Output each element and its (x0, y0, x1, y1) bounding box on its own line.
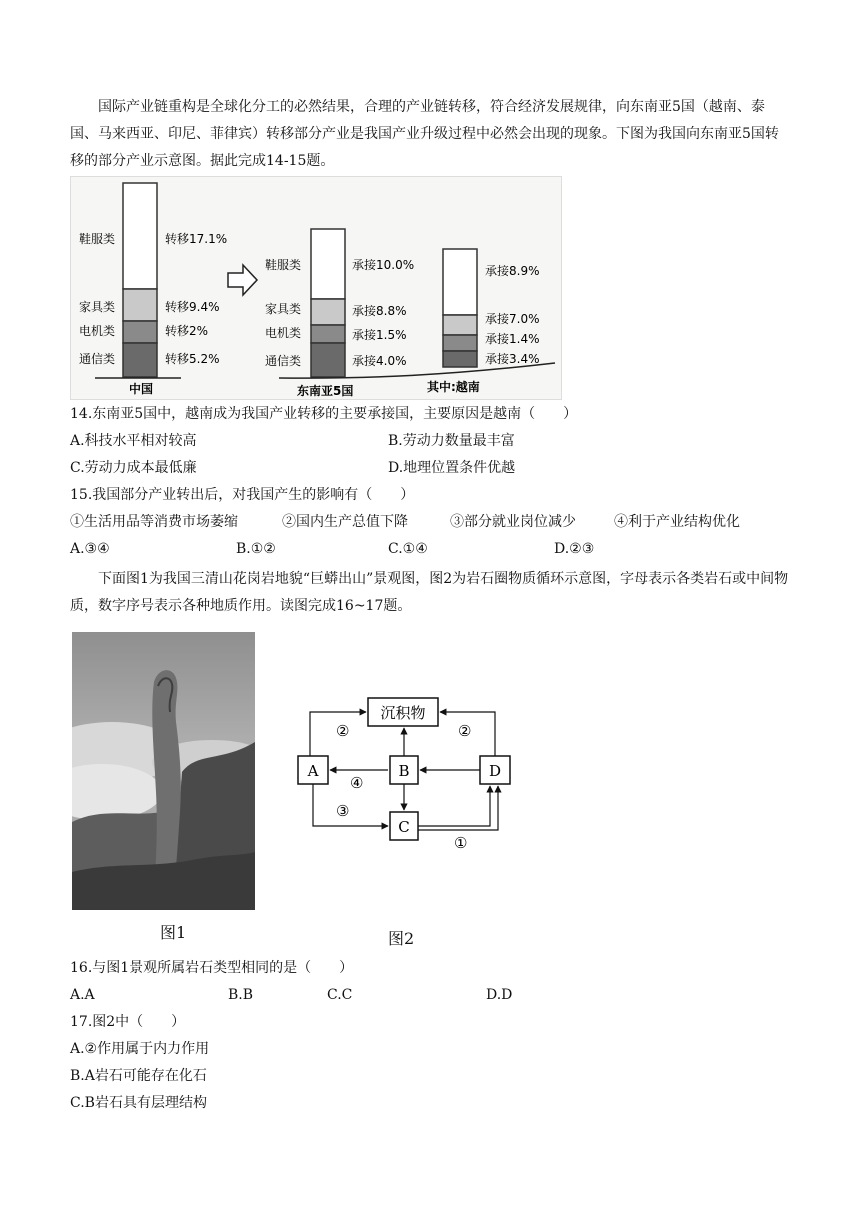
vietnam-val-telecom: 承接3.4% (485, 352, 540, 366)
process-4: ④ (350, 774, 364, 792)
process-3: ③ (336, 802, 350, 820)
q16-option-d: D.D (486, 987, 513, 1003)
china-val-motor: 转移2% (165, 324, 209, 338)
q17-option-c: C.B岩石具有层理结构 (70, 1095, 207, 1111)
box-d-label: D (488, 762, 502, 780)
sea-label: 东南亚5国 (297, 384, 354, 398)
q15-statement-1: ①生活用品等消费市场萎缩 (70, 514, 238, 530)
q15-stem: 15.我国部分产业转出后，对我国产生的影响有（ ） (70, 487, 415, 503)
q15-option-b: B.①② (236, 541, 276, 557)
industry-transfer-figure (70, 176, 562, 400)
china-val-telecom: 转移5.2% (165, 352, 220, 366)
sea-cat-furniture: 家具类 (265, 302, 302, 316)
q16-stem: 16.与图1景观所属岩石类型相同的是（ ） (70, 960, 354, 976)
q15-statement-4: ④利于产业结构优化 (614, 514, 740, 530)
figure-2-caption: 图2 (388, 929, 415, 948)
q16-option-c: C.C (327, 987, 353, 1003)
china-val-shoes: 转移17.1% (165, 232, 228, 246)
china-cat-shoes: 鞋服类 (79, 232, 116, 246)
sediment-label: 沉积物 (380, 704, 426, 722)
granite-landscape-photo (72, 632, 255, 910)
china-val-furniture: 转移9.4% (165, 300, 220, 314)
china-cat-furniture: 家具类 (79, 300, 116, 314)
sea-cat-motor: 电机类 (265, 326, 302, 340)
q14-stem: 14.东南亚5国中，越南成为我国产业转移的主要承接国，主要原因是越南（ ） (70, 406, 578, 422)
box-a-label: A (307, 762, 319, 780)
q14-option-d: D.地理位置条件优越 (388, 460, 516, 476)
q15-option-a: A.③④ (70, 541, 110, 557)
sea-val-furniture: 承接8.8% (352, 304, 407, 318)
china-bar (123, 183, 157, 377)
q14-option-c: C.劳动力成本最低廉 (70, 460, 197, 476)
sea-cat-shoes: 鞋服类 (265, 258, 302, 272)
box-b-label: B (398, 762, 410, 780)
q16-option-b: B.B (228, 987, 254, 1003)
intro-paragraph-1: 国际产业链重构是全球化分工的必然结果，合理的产业链转移，符合经济发展规律，向东南亚5国（越南、泰国、马来西亚、印尼、菲律宾）转移部分产业是我国产业升级过程中必然会出现的现象。下图为我国向东南亚5国转移的部分产业示意图。据此完成14-15题。 (70, 99, 779, 169)
process-1: ① (454, 834, 468, 852)
process-2-right: ② (458, 722, 472, 740)
sea-cat-telecom: 通信类 (265, 354, 302, 368)
q15-option-d: D.②③ (554, 541, 595, 557)
sea-val-motor: 承接1.5% (352, 328, 407, 342)
vietnam-val-furniture: 承接7.0% (485, 312, 540, 326)
q17-option-b: B.A岩石可能存在化石 (70, 1068, 207, 1084)
china-cat-motor: 电机类 (79, 324, 116, 338)
q15-statement-2: ②国内生产总值下降 (282, 514, 408, 530)
sea-bar (311, 229, 345, 377)
vietnam-val-motor: 承接1.4% (485, 332, 540, 346)
china-label: 中国 (129, 382, 154, 396)
intro-paragraph-2: 下面图1为我国三清山花岗岩地貌“巨蟒出山”景观图，图2为岩石圈物质循环示意图，字母表示各类岩石或中间物质，数字序号表示各种地质作用。读图完成16~17题。 (70, 571, 789, 614)
transfer-arrow-icon (228, 265, 257, 295)
q15-statement-3: ③部分就业岗位减少 (450, 514, 576, 530)
q17-stem: 17.图2中（ ） (70, 1014, 186, 1030)
q17-option-a: A.②作用属于内力作用 (70, 1041, 210, 1057)
box-c-label: C (398, 818, 410, 836)
vietnam-label: 其中:越南 (427, 380, 480, 394)
vietnam-val-shoes: 承接8.9% (485, 264, 540, 278)
china-cat-telecom: 通信类 (79, 352, 116, 366)
q15-option-c: C.①④ (388, 541, 428, 557)
q16-option-a: A.A (70, 987, 95, 1003)
vietnam-bar (443, 249, 477, 367)
figure-1-caption: 图1 (160, 923, 187, 942)
sea-val-telecom: 承接4.0% (352, 354, 407, 368)
sea-val-shoes: 承接10.0% (352, 258, 415, 272)
process-2-left: ② (336, 722, 350, 740)
rock-cycle-diagram (290, 684, 520, 854)
q14-option-b: B.劳动力数量最丰富 (388, 433, 515, 449)
q14-option-a: A.科技水平相对较高 (70, 433, 197, 449)
